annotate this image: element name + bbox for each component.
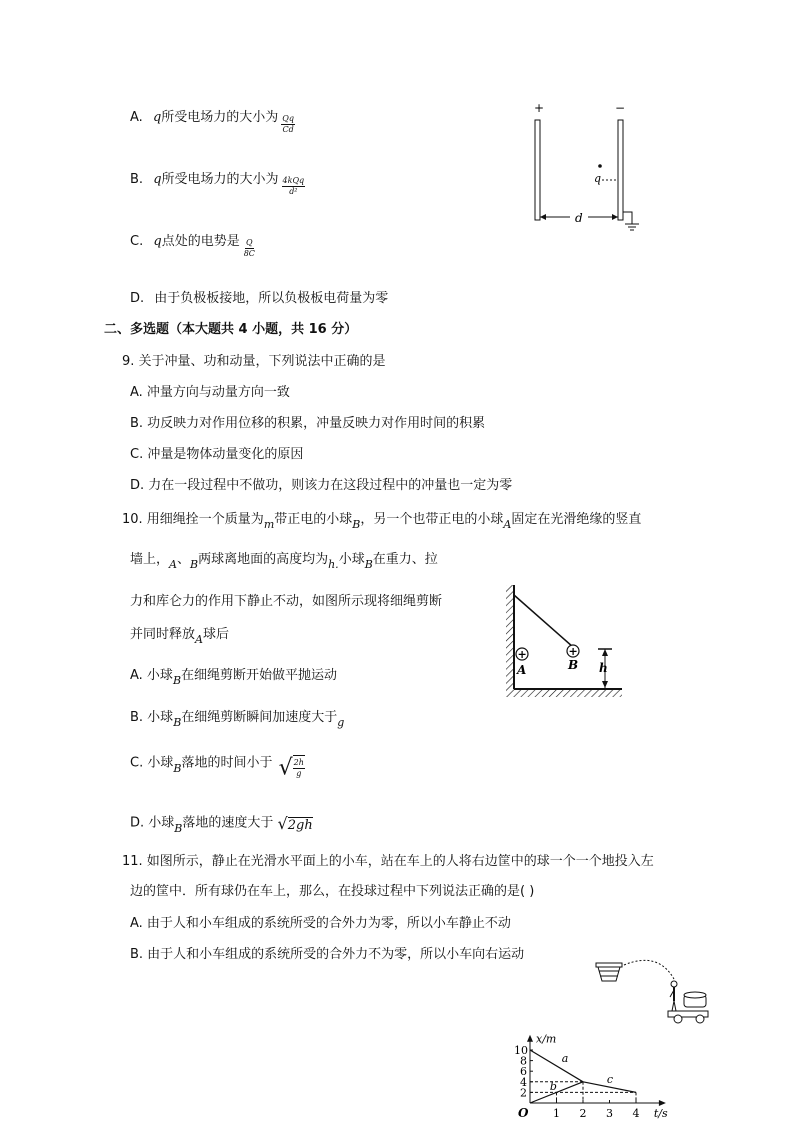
q11-stem-line2: 边的筐中．所有球仍在车上，那么，在投球过程中下列说法正确的是( ) <box>130 884 535 899</box>
q9-option-d[interactable]: D. 力在一段过程中不做功，则该力在这段过程中的冲量也一定为零 <box>130 478 513 493</box>
xt-graph <box>505 980 675 1120</box>
var-b: B <box>174 821 183 835</box>
frac-numerator: Q <box>246 238 253 247</box>
plus-sign: + <box>517 648 527 661</box>
q8-option-c[interactable] <box>130 231 256 258</box>
q9-option-c[interactable]: C. 冲量是物体动量变化的原因 <box>130 447 304 462</box>
text: 两球离地面的高度均为 <box>198 552 329 567</box>
option-letter: C. <box>130 234 144 249</box>
minus-sign: − <box>615 101 626 115</box>
q10-stem-line3: 力和库仑力的作用下静止不动，如图所示现将细绳剪断 <box>130 594 443 609</box>
text: 并同时释放 <box>130 627 196 642</box>
q8-option-b[interactable] <box>130 169 305 196</box>
capacitor-figure <box>520 100 660 235</box>
text: A. 小球 <box>130 668 173 683</box>
option-text: 点处的电势是 <box>161 234 240 249</box>
text: 在细绳剪断瞬间加速度大于 <box>181 710 338 725</box>
x-axis-label: t/s <box>653 1107 668 1120</box>
text: 球后 <box>202 627 229 642</box>
graph-series <box>530 1050 636 1103</box>
left-basket-icon <box>598 967 620 981</box>
q9-option-a[interactable]: A. 冲量方向与动量方向一致 <box>130 385 290 400</box>
string <box>514 595 573 647</box>
negative-plate <box>618 120 623 220</box>
series-label-c: c <box>606 1072 614 1086</box>
option-letter: B. <box>130 172 144 187</box>
x-tick-label: 1 <box>553 1107 560 1120</box>
q10-stem-line2 <box>130 551 438 569</box>
wheel-icon <box>674 1015 682 1023</box>
text: 落地的时间小于 <box>181 755 273 771</box>
q10-stem-line1 <box>122 511 641 529</box>
q9-stem: 9. 关于冲量、功和动量，下列说法中正确的是 <box>122 354 386 369</box>
label-a: A <box>517 663 527 677</box>
wall-ball-figure <box>500 583 625 703</box>
q11-option-b[interactable]: B. 由于人和小车组成的系统所受的合外力不为零，所以小车向右运动 <box>130 947 525 962</box>
var-b: B <box>173 761 182 775</box>
frac-denominator: 8C <box>243 249 255 258</box>
var-b: B <box>173 716 182 729</box>
plus-sign: + <box>568 645 578 658</box>
option-text: 所受电场力的大小为 <box>161 110 279 125</box>
q10-option-c[interactable] <box>130 751 305 781</box>
y-axis-arrow <box>527 1035 533 1042</box>
y-tick-label: 6 <box>520 1065 527 1079</box>
var-b: B <box>364 558 373 571</box>
y-axis-label: x/m <box>536 1032 557 1046</box>
text: 在重力、拉 <box>372 552 438 567</box>
wheel-icon <box>696 1015 704 1023</box>
y-tick-label: 8 <box>520 1054 527 1068</box>
var-q: q <box>152 110 162 125</box>
option-text: 所受电场力的大小为 <box>161 172 279 187</box>
fraction <box>293 755 305 779</box>
basket-top <box>684 992 706 998</box>
frac-denominator: g <box>296 769 302 778</box>
arrow-head-down <box>602 681 608 688</box>
var-b: B <box>172 674 182 687</box>
wall-hatch <box>506 585 514 697</box>
x-tick-label: 2 <box>579 1107 587 1120</box>
var-a: A <box>169 558 177 571</box>
option-text: 由于负极板接地，所以负极板电荷量为零 <box>154 291 389 306</box>
sqrt-2gh: √2gh <box>277 814 313 833</box>
series-label-a: a <box>561 1052 569 1066</box>
y-tick-label: 10 <box>514 1044 528 1057</box>
var-q: q <box>153 172 162 187</box>
section-title: 二、多选题（本大题共 4 小题，共 16 分） <box>104 322 358 337</box>
var-h: h. <box>328 558 339 571</box>
text: 小球 <box>338 552 365 567</box>
text: 墙上， <box>130 552 170 567</box>
ground-wire <box>623 212 632 224</box>
text: C. 小球 <box>130 755 174 771</box>
q10-option-a[interactable] <box>130 667 337 685</box>
q9-option-b[interactable]: B. 功反映力对作用位移的积累，冲量反映力对作用时间的积累 <box>130 416 486 431</box>
arrow-head-up <box>602 649 608 656</box>
option-letter: D. <box>130 291 145 306</box>
frac-numerator: Qq <box>282 114 294 123</box>
graph-guides <box>530 1079 636 1103</box>
x-tick-label: 4 <box>632 1107 640 1120</box>
var-m: m <box>263 518 275 531</box>
frac-denominator: d² <box>289 187 298 196</box>
label-h: h <box>599 661 608 675</box>
text: 落地的速度大于 <box>182 815 274 831</box>
left-basket-rim <box>596 963 622 967</box>
q8-option-d[interactable] <box>130 290 388 308</box>
text: 、 <box>176 552 190 567</box>
x-tick-label: 3 <box>606 1107 613 1120</box>
origin-label: O <box>518 1106 529 1120</box>
text: ，另一个也带正电的小球 <box>360 512 504 527</box>
positive-plate <box>535 120 540 220</box>
q11-option-a[interactable]: A. 由于人和小车组成的系统所受的合外力为零，所以小车静止不动 <box>130 916 511 931</box>
frac-numerator: 4kQq <box>282 176 305 185</box>
d-label: d <box>575 211 583 225</box>
var-g: g <box>337 716 345 729</box>
label-b: B <box>568 658 579 672</box>
q10-stem-line4 <box>130 626 229 644</box>
q8-option-a[interactable] <box>130 107 295 134</box>
series-line-a <box>530 1050 583 1082</box>
charge-point <box>598 164 602 168</box>
arrow-head-left <box>540 214 546 220</box>
text: 在细绳剪断开始做平抛运动 <box>181 668 338 683</box>
text: 固定在光滑绝缘的竖直 <box>511 512 642 527</box>
y-tick-label: 4 <box>520 1075 527 1089</box>
q11-stem-line1: 11. 如图所示，静止在光滑水平面上的小车，站在车上的人将右边筐中的球一个一个地投入左 <box>122 854 654 869</box>
fraction <box>281 114 295 135</box>
graph-labels <box>514 1033 668 1120</box>
frac-denominator: Cd <box>282 125 294 134</box>
arrow-head-right <box>612 214 618 220</box>
fraction <box>243 238 256 259</box>
sqrt-2h-over-g: √ $\frac{2h}{g}$ <box>278 755 304 781</box>
var-a: A <box>195 633 203 646</box>
q10-option-b[interactable] <box>130 709 344 727</box>
floor-hatch <box>514 689 622 697</box>
ball-trajectory <box>624 960 674 979</box>
plus-sign: + <box>534 101 545 115</box>
y-tick-label: 2 <box>520 1086 527 1100</box>
text: B. 小球 <box>130 710 174 725</box>
var-b: B <box>189 558 199 571</box>
fraction <box>282 176 306 197</box>
var-a: A <box>503 518 512 531</box>
q-label: q <box>594 172 602 185</box>
q10-option-d[interactable] <box>130 813 313 833</box>
var-q: q <box>153 234 162 249</box>
series-label-b: b <box>549 1079 557 1093</box>
sqrt-body: 2gh <box>287 818 313 833</box>
frac-numerator: 2h <box>293 758 304 767</box>
var-b: B <box>352 518 361 531</box>
option-letter: A. <box>130 110 143 125</box>
x-axis-arrow <box>659 1100 666 1106</box>
text: D. 小球 <box>130 815 175 831</box>
text: 带正电的小球 <box>274 512 353 527</box>
text: 10. 用细绳拴一个质量为 <box>122 512 264 527</box>
